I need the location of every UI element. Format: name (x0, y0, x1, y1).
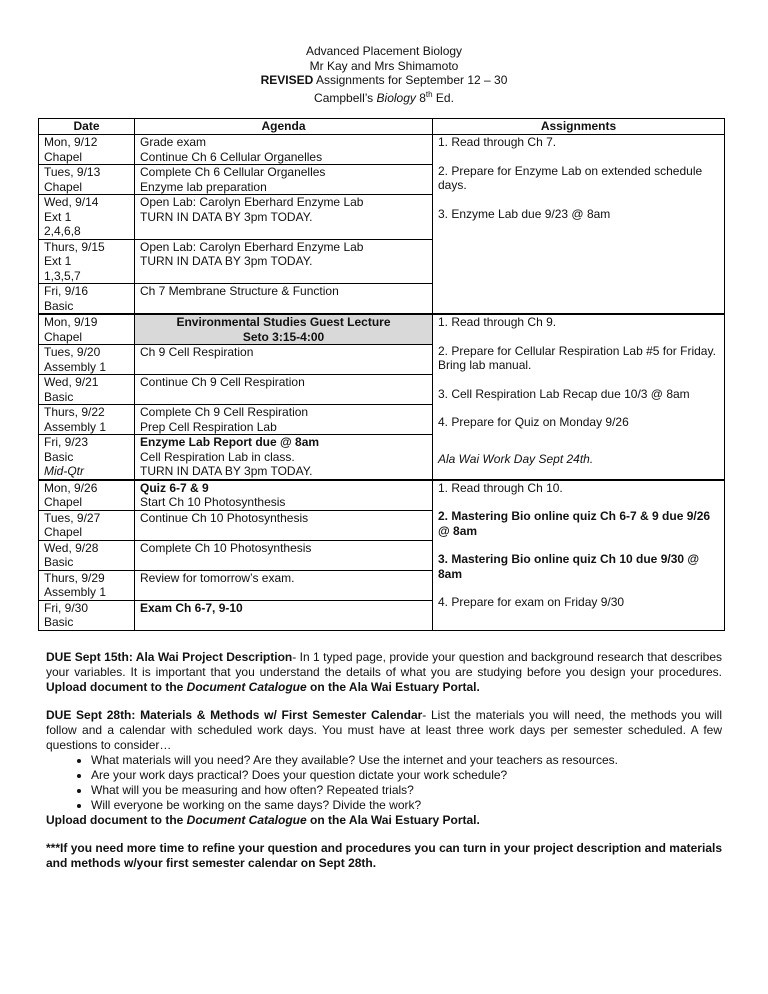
upload-instruction-2: Upload document to the (46, 813, 187, 827)
document-catalogue-1: Document Catalogue (186, 680, 307, 694)
agenda-cell (135, 600, 433, 630)
work-day-note: Ala Wai Work Day Sept 24th. (438, 451, 594, 466)
materials-methods-paragraph (46, 708, 722, 753)
agenda-cell (135, 314, 433, 345)
agenda-cell (135, 284, 433, 315)
due-sept15-text: - In 1 typed page, provide your question and background research that describes your variables. It is important that you understand the details of what you are studying before you design your procedures. (46, 650, 723, 679)
date-line: Mon, 9/26 (44, 480, 98, 495)
instructions (46, 650, 722, 871)
date-cell (39, 540, 135, 570)
agenda-line: Ch 9 Cell Respiration (140, 345, 254, 359)
date-line: Wed, 9/28 (44, 540, 99, 555)
agenda-line: Continue Ch 10 Photosynthesis (140, 510, 309, 525)
date-line: Ext 1 (44, 209, 72, 224)
assignments-cell (433, 314, 725, 480)
textbook-author: Campbell’s (314, 90, 377, 105)
agenda-cell (135, 510, 433, 540)
portal-text-2: on the Ala Wai Estuary Portal. (306, 813, 480, 827)
agenda-cell (135, 239, 433, 284)
date-line: Assembly 1 (44, 359, 107, 374)
date-cell (39, 314, 135, 345)
agenda-line: Complete Ch 6 Cellular Organelles (140, 165, 326, 179)
assignment-item: 3. Cell Respiration Lab Recap due 10/3 @ 8am (438, 386, 690, 401)
assignment-item: 3. Enzyme Lab due 9/23 @ 8am (438, 206, 611, 221)
assignment-item: 2. Prepare for Enzyme Lab on extended schedule days. (438, 163, 703, 192)
course-title: Advanced Placement Biology (305, 44, 463, 58)
date-line: Basic (44, 298, 74, 313)
assignment-item: 4. Prepare for Quiz on Monday 9/26 (438, 415, 629, 429)
agenda-line: Complete Ch 9 Cell Respiration (140, 405, 309, 419)
edition-suffix: th (425, 89, 433, 99)
col-header-agenda: Agenda (135, 119, 433, 135)
date-line: Basic (44, 389, 74, 404)
date-line: Fri, 9/23 (44, 435, 89, 449)
agenda-cell (135, 135, 433, 165)
guest-lecture-line: Environmental Studies Guest Lecture (135, 315, 432, 330)
teachers: Mr Kay and Mrs Shimamoto (309, 58, 459, 73)
date-cell (39, 239, 135, 284)
agenda-highlight: Enzyme Lab Report due @ 8am (140, 435, 320, 449)
due-sept15-label: DUE Sept 15th: Ala Wai Project Description (46, 650, 293, 664)
date-note: Mid-Qtr (44, 464, 84, 478)
upload-instruction-1: Upload document to the (46, 680, 187, 694)
agenda-line: Start Ch 10 Photosynthesis (140, 495, 286, 509)
agenda-cell (135, 405, 433, 435)
assignment-item: 2. Mastering Bio online quiz Ch 6-7 & 9 due 9/26 @ 8am (438, 509, 711, 538)
assignment-item: 1. Read through Ch 9. (438, 315, 557, 329)
date-cell (39, 135, 135, 165)
date-line: Assembly 1 (44, 585, 107, 599)
date-cell (39, 405, 135, 435)
date-cell (39, 435, 135, 480)
textbook (0, 88, 768, 106)
question-list (46, 753, 722, 813)
agenda-line: Continue Ch 9 Cell Respiration (140, 375, 305, 389)
date-line: Thurs, 9/22 (44, 405, 105, 419)
assignment-item: 1. Read through Ch 10. (438, 480, 563, 495)
table-row (39, 314, 725, 345)
date-line: Mon, 9/19 (44, 315, 98, 329)
table-row (39, 480, 725, 511)
agenda-line: Review for tomorrow’s exam. (140, 570, 295, 585)
list-item: • Will everyone be working on the same days? Divide the work? (91, 798, 722, 813)
col-header-assignments: Assignments (433, 119, 725, 135)
date-line: Ext 1 (44, 254, 72, 268)
project-description-paragraph (46, 650, 722, 695)
assignments-cell (433, 135, 725, 315)
date-line: Tues, 9/13 (44, 165, 101, 179)
date-cell (39, 195, 135, 240)
date-line: Basic (44, 449, 74, 464)
col-header-date: Date (39, 119, 135, 135)
assignment-title (0, 73, 768, 88)
assignment-item: 4. Prepare for exam on Friday 9/30 (438, 595, 625, 609)
date-line: Fri, 9/30 (44, 600, 89, 615)
agenda-cell (135, 540, 433, 570)
assignment-item: 1. Read through Ch 7. (438, 135, 557, 149)
agenda-line: TURN IN DATA BY 3pm TODAY. (140, 209, 313, 224)
agenda-line: Enzyme lab preparation (140, 179, 267, 194)
agenda-line: Ch 7 Membrane Structure & Function (140, 284, 339, 298)
agenda-line: TURN IN DATA BY 3pm TODAY. (140, 254, 313, 268)
date-line: 1,3,5,7 (44, 268, 81, 283)
agenda-line: Open Lab: Carolyn Eberhard Enzyme Lab (140, 239, 364, 254)
extension-note: ***If you need more time to refine your question and procedures you can turn in your project description and materials and methods w/your first semester calendar on Sept 28th. (46, 841, 722, 870)
date-line: Wed, 9/14 (44, 195, 99, 209)
date-line: Chapel (44, 179, 83, 194)
agenda-line: Continue Ch 6 Cellular Organelles (140, 149, 323, 164)
agenda-cell (135, 345, 433, 375)
assignment-range: Assignments for September 12 – 30 (313, 73, 508, 87)
date-cell (39, 375, 135, 405)
agenda-highlight: Exam Ch 6-7, 9-10 (140, 600, 243, 615)
textbook-edition: 8 (415, 90, 426, 105)
agenda-cell (135, 570, 433, 600)
date-line: Wed, 9/21 (44, 375, 99, 389)
agenda-cell (135, 165, 433, 195)
date-line: Chapel (44, 495, 83, 509)
schedule-table (38, 118, 725, 631)
date-line: Chapel (44, 149, 83, 164)
agenda-line: TURN IN DATA BY 3pm TODAY. (140, 464, 313, 478)
revised-label: REVISED (260, 73, 314, 87)
agenda-cell (135, 195, 433, 240)
date-cell (39, 570, 135, 600)
agenda-cell (135, 480, 433, 511)
list-item: • Are your work days practical? Does your question dictate your work schedule? (91, 768, 722, 783)
date-line: Basic (44, 615, 74, 629)
date-line: Thurs, 9/29 (44, 570, 105, 585)
assignment-item: 2. Prepare for Cellular Respiration Lab #5 for Friday. Bring lab manual. (438, 343, 716, 372)
date-line: Thurs, 9/15 (44, 239, 105, 254)
upload-paragraph (46, 813, 722, 828)
table-row (39, 135, 725, 165)
date-cell (39, 480, 135, 511)
date-line: Chapel (44, 525, 83, 539)
agenda-line: Open Lab: Carolyn Eberhard Enzyme Lab (140, 195, 364, 209)
agenda-line: Grade exam (140, 135, 207, 149)
edition-ed: Ed. (432, 90, 454, 105)
date-cell (39, 600, 135, 630)
agenda-highlight: Quiz 6-7 & 9 (140, 480, 209, 495)
date-line: 2,4,6,8 (44, 224, 81, 238)
due-sept28-label: DUE Sept 28th: Materials & Methods w/ First Semester Calendar (46, 708, 423, 722)
date-line: Tues, 9/20 (44, 345, 101, 359)
assignments-cell (433, 480, 725, 631)
date-cell (39, 345, 135, 375)
date-cell (39, 284, 135, 315)
date-line: Assembly 1 (44, 419, 107, 434)
date-cell (39, 510, 135, 540)
agenda-line: Complete Ch 10 Photosynthesis (140, 540, 312, 555)
list-item: • What will you be measuring and how often? Repeated trials? (91, 783, 722, 798)
list-item: • What materials will you need? Are they available? Use the internet and your teachers as resources. (91, 753, 722, 768)
agenda-line: Prep Cell Respiration Lab (140, 419, 277, 434)
document-catalogue-2: Document Catalogue (186, 813, 307, 827)
date-line: Mon, 9/12 (44, 135, 98, 149)
portal-text-1: on the Ala Wai Estuary Portal. (306, 680, 480, 694)
document-header (0, 44, 768, 105)
due-sept28-text: - List the materials you will need, the methods you will follow and a calendar with scheduled work days. You must have at least three work days per semester scheduled. A few questions to consider… (46, 708, 722, 752)
date-line: Tues, 9/27 (44, 510, 101, 525)
agenda-line: Cell Respiration Lab in class. (140, 449, 295, 464)
table-header-row (39, 119, 725, 135)
date-line: Fri, 9/16 (44, 284, 89, 298)
assignment-item: 3. Mastering Bio online quiz Ch 10 due 9/30 @ 8am (438, 552, 700, 581)
date-cell (39, 165, 135, 195)
textbook-title: Biology (376, 90, 416, 105)
date-line: Basic (44, 555, 74, 569)
agenda-cell (135, 435, 433, 480)
date-line: Chapel (44, 329, 83, 344)
schedule-body (39, 135, 725, 631)
agenda-cell (135, 375, 433, 405)
guest-lecture-line: Seto 3:15-4:00 (135, 330, 432, 345)
